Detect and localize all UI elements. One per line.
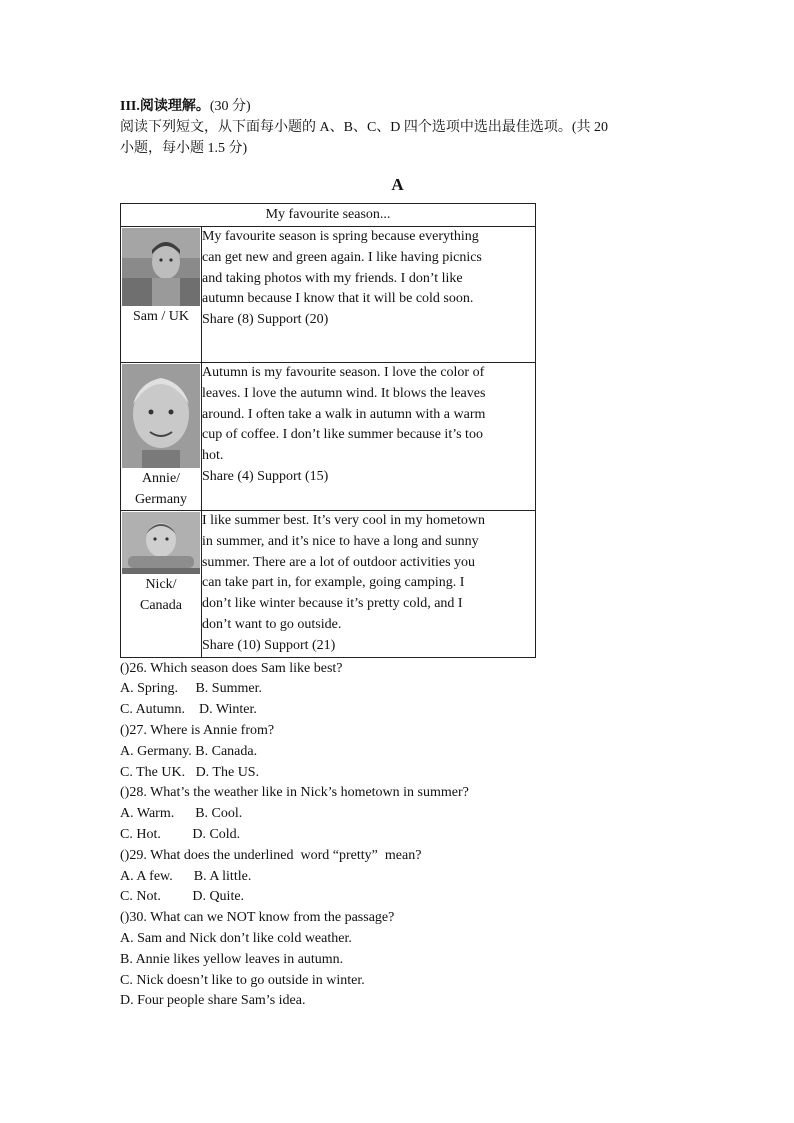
post-line: leaves. I love the autumn wind. It blows the leaves <box>201 385 486 401</box>
post-line: cup of coffee. I don’t like summer because it’s too <box>201 427 483 443</box>
post-line: I like summer best. It’s very cool in my hometown <box>201 513 486 528</box>
person-name: Sam / UK <box>132 309 189 324</box>
person-country: Germany <box>134 492 188 507</box>
passage-letter: A <box>391 175 404 194</box>
person-name: Annie/ <box>141 471 181 486</box>
exam-page <box>120 96 680 1012</box>
person-cell <box>121 363 202 511</box>
question-option: D. Four people share Sam’s idea. <box>120 993 306 1009</box>
question-stem: ()27. Where is Annie from? <box>120 722 275 738</box>
post-line: can take part in, for example, going camping. I <box>201 575 465 591</box>
table-row <box>121 511 536 658</box>
favourite-season-table <box>120 203 536 658</box>
post-cell <box>201 511 535 658</box>
question-27 <box>120 721 680 783</box>
post-text <box>202 511 535 636</box>
post-line: My favourite season is spring because everything <box>201 229 479 244</box>
share-support: Share (10) Support (21) <box>201 637 336 653</box>
question-28 <box>120 783 680 845</box>
question-stem: ()28. What’s the weather like in Nick’s hometown in summer? <box>120 785 469 801</box>
question-options: A. Warm. B. Cool. <box>120 806 243 822</box>
section-title <box>120 96 680 117</box>
question-26 <box>120 659 680 721</box>
annie-photo <box>122 364 200 468</box>
post-line: don’t like winter because it’s pretty cold, and I <box>201 596 463 612</box>
person-country: Canada <box>140 598 182 613</box>
question-options: A. A few. B. A little. <box>120 868 252 884</box>
post-line: summer. There are a lot of outdoor activities you <box>201 554 476 570</box>
question-list <box>120 659 680 1013</box>
sam-photo <box>122 228 200 306</box>
question-options: C. Not. D. Quite. <box>120 889 245 905</box>
question-options: C. The UK. D. The US. <box>120 764 260 780</box>
post-line: autumn because I know that it will be cold soon. <box>201 291 474 307</box>
post-line: in summer, and it’s nice to have a long and sunny <box>201 533 479 549</box>
post-cell <box>201 227 535 363</box>
share-support: Share (4) Support (15) <box>201 468 329 484</box>
nick-photo <box>122 512 200 574</box>
person-cell <box>121 511 202 658</box>
instruction-line-2: 小题，每小题 1.5 分) <box>120 141 248 156</box>
post-text <box>202 363 535 467</box>
question-stem: ()30. What can we NOT know from the passage? <box>120 910 395 926</box>
question-option: B. Annie likes yellow leaves in autumn. <box>120 951 344 967</box>
table-row <box>121 363 536 511</box>
question-option: C. Nick doesn’t like to go outside in winter. <box>120 972 365 988</box>
post-line: don’t want to go outside. <box>201 616 342 632</box>
question-stem: ()26. Which season does Sam like best? <box>120 660 343 676</box>
section-title-bold: III.阅读理解。 <box>120 99 210 114</box>
section-score: (30 分) <box>209 99 251 114</box>
question-option: A. Sam and Nick don’t like cold weather. <box>120 930 352 946</box>
question-29 <box>120 846 680 908</box>
table-row <box>121 227 536 363</box>
share-support: Share (8) Support (20) <box>201 312 329 328</box>
question-options: C. Hot. D. Cold. <box>120 826 241 842</box>
post-line: hot. <box>201 448 224 464</box>
post-line: and taking photos with my friends. I don’t like <box>201 270 463 286</box>
post-text <box>202 227 535 310</box>
instruction-line-1: 阅读下列短文，从下面每小题的 A、B、C、D 四个选项中选出最佳选项。(共 20 <box>120 120 609 135</box>
question-options: A. Germany. B. Canada. <box>120 743 258 759</box>
question-options: A. Spring. B. Summer. <box>120 681 262 697</box>
question-stem: ()29. What does the underlined word “pretty” mean? <box>120 847 422 863</box>
question-options: C. Autumn. D. Winter. <box>120 702 257 718</box>
question-30 <box>120 908 680 1012</box>
post-line: around. I often take a walk in autumn with a warm <box>201 406 486 422</box>
post-cell <box>201 363 535 511</box>
person-name: Nick/ <box>145 577 177 592</box>
post-line: can get new and green again. I like having picnics <box>201 249 482 265</box>
table-header: My favourite season... <box>121 204 536 227</box>
post-line: Autumn is my favourite season. I love the color of <box>201 365 485 380</box>
person-cell <box>121 227 202 363</box>
